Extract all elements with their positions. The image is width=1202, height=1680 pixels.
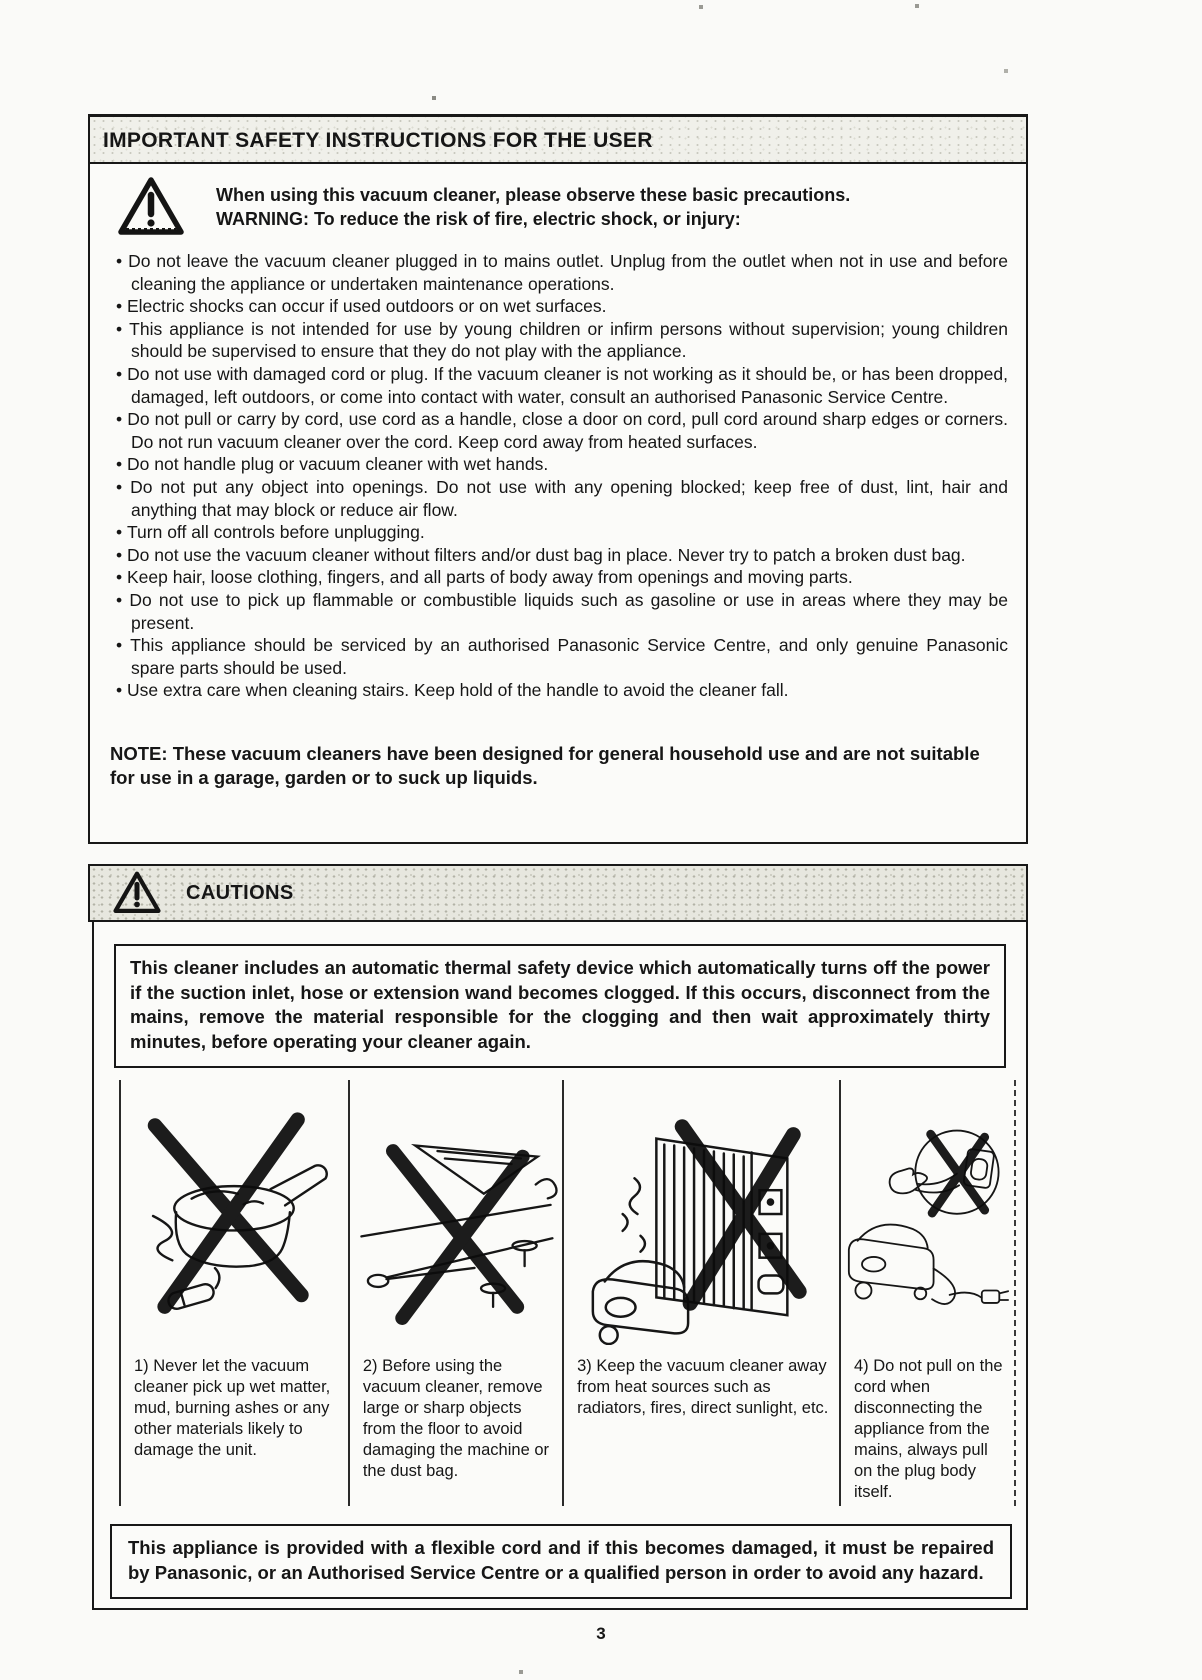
thermal-safety-notice: This cleaner includes an automatic thermal safety device which automatically turns off the power if the suction inlet, hose or extension wand becomes clogged. If this occurs, disconnect from the mains, remove the material responsible for the clogging and then wait approximately thirty minutes, before operating your cleaner again.	[114, 944, 1006, 1068]
safety-bullet: • Do not pull or carry by cord, use cord as a handle, close a door on cord, pull cord around sharp edges or corners. Do not run vacuum cleaner over the cord. Keep cord away from heated surfaces.	[116, 408, 1008, 453]
safety-bullet: • Use extra care when cleaning stairs. Keep hold of the handle to avoid the cleaner fall.	[116, 679, 1008, 702]
caution-panel-3	[562, 1080, 839, 1506]
safety-bullet: • Do not use to pick up flammable or combustible liquids such as gasoline or use in areas where they may be present.	[116, 589, 1008, 634]
household-use-note: NOTE: These vacuum cleaners have been designed for general household use and are not suitable for use in a garage, garden or to suck up liquids.	[110, 742, 980, 788]
safety-bullet: • This appliance is not intended for use by young children or infirm persons without supervision; young children should be supervised to ensure that they do not play with the appliance.	[116, 318, 1008, 363]
pull-plug-not-cord-illustration	[841, 1080, 1014, 1352]
safety-bullet: • Turn off all controls before unplugging.	[116, 521, 1008, 544]
caution-panel-4	[839, 1080, 1014, 1506]
safety-bullet: • Do not leave the vacuum cleaner plugged in to mains outlet. Unplug from the outlet when not in use and before cleaning the appliance or undertaken maintenance operations.	[116, 250, 1008, 295]
caution-caption-2: 2) Before using the vacuum cleaner, remove large or sharp objects from the floor to avoid damaging the machine or the dust bag.	[362, 1357, 550, 1480]
safety-section-title: IMPORTANT SAFETY INSTRUCTIONS FOR THE USER	[90, 117, 1026, 164]
caution-panel-2	[348, 1080, 562, 1506]
caution-panels	[119, 1080, 1016, 1506]
safety-instructions-section	[88, 114, 1028, 844]
warning-intro-line2: WARNING: To reduce the risk of fire, electric shock, or injury:	[216, 209, 741, 229]
safety-bullet: • Do not use the vacuum cleaner without filters and/or dust bag in place. Never try to patch a broken dust bag.	[116, 544, 1008, 567]
safety-bullet: • Keep hair, loose clothing, fingers, and all parts of body away from openings and moving parts.	[116, 566, 1008, 589]
scan-speck	[0, 0, 2, 2]
caution-caption-3: 3) Keep the vacuum cleaner away from heat sources such as radiators, fires, direct sunlight, etc.	[577, 1357, 829, 1417]
no-sharp-objects-illustration	[350, 1080, 562, 1352]
safety-bullet: • Do not handle plug or vacuum cleaner with wet hands.	[116, 453, 1008, 476]
warning-intro-text	[216, 183, 850, 231]
cautions-header	[88, 864, 1028, 922]
warning-triangle-icon	[112, 870, 162, 916]
cautions-section	[92, 922, 1028, 1610]
no-wet-matter-illustration	[121, 1080, 348, 1352]
caution-caption-1: 1) Never let the vacuum cleaner pick up wet matter, mud, burning ashes or any other materials likely to damage the unit.	[134, 1357, 331, 1459]
safety-bullet: • This appliance should be serviced by an authorised Panasonic Service Centre, and only genuine Panasonic spare parts should be used.	[116, 634, 1008, 679]
caution-panel-1	[121, 1080, 348, 1506]
no-heat-sources-illustration	[564, 1080, 839, 1352]
warning-intro	[116, 176, 1004, 238]
warning-intro-line1: When using this vacuum cleaner, please observe these basic precautions.	[216, 185, 851, 205]
safety-bullet-list	[90, 250, 1026, 702]
safety-bullet: • Do not put any object into openings. Do not use with any opening blocked; keep free of dust, lint, hair and anything that may block or reduce air flow.	[116, 476, 1008, 521]
caution-caption-4: 4) Do not pull on the cord when disconnecting the appliance from the mains, always pull on the plug body itself.	[853, 1357, 1003, 1501]
safety-bullet: • Electric shocks can occur if used outdoors or on wet surfaces.	[116, 295, 1008, 318]
cautions-title: CAUTIONS	[186, 881, 294, 904]
page-number: 3	[596, 1624, 606, 1643]
safety-bullet: • Do not use with damaged cord or plug. If the vacuum cleaner is not working as it should be, or has been dropped, damaged, left outdoors, or come into contact with water, consult an authorised Panasonic Service Centre.	[116, 363, 1008, 408]
warning-triangle-icon	[116, 176, 186, 238]
flexible-cord-notice: This appliance is provided with a flexible cord and if this becomes damaged, it must be repaired by Panasonic, or an Authorised Service Centre or a qualified person in order to avoid any hazard.	[110, 1524, 1012, 1599]
